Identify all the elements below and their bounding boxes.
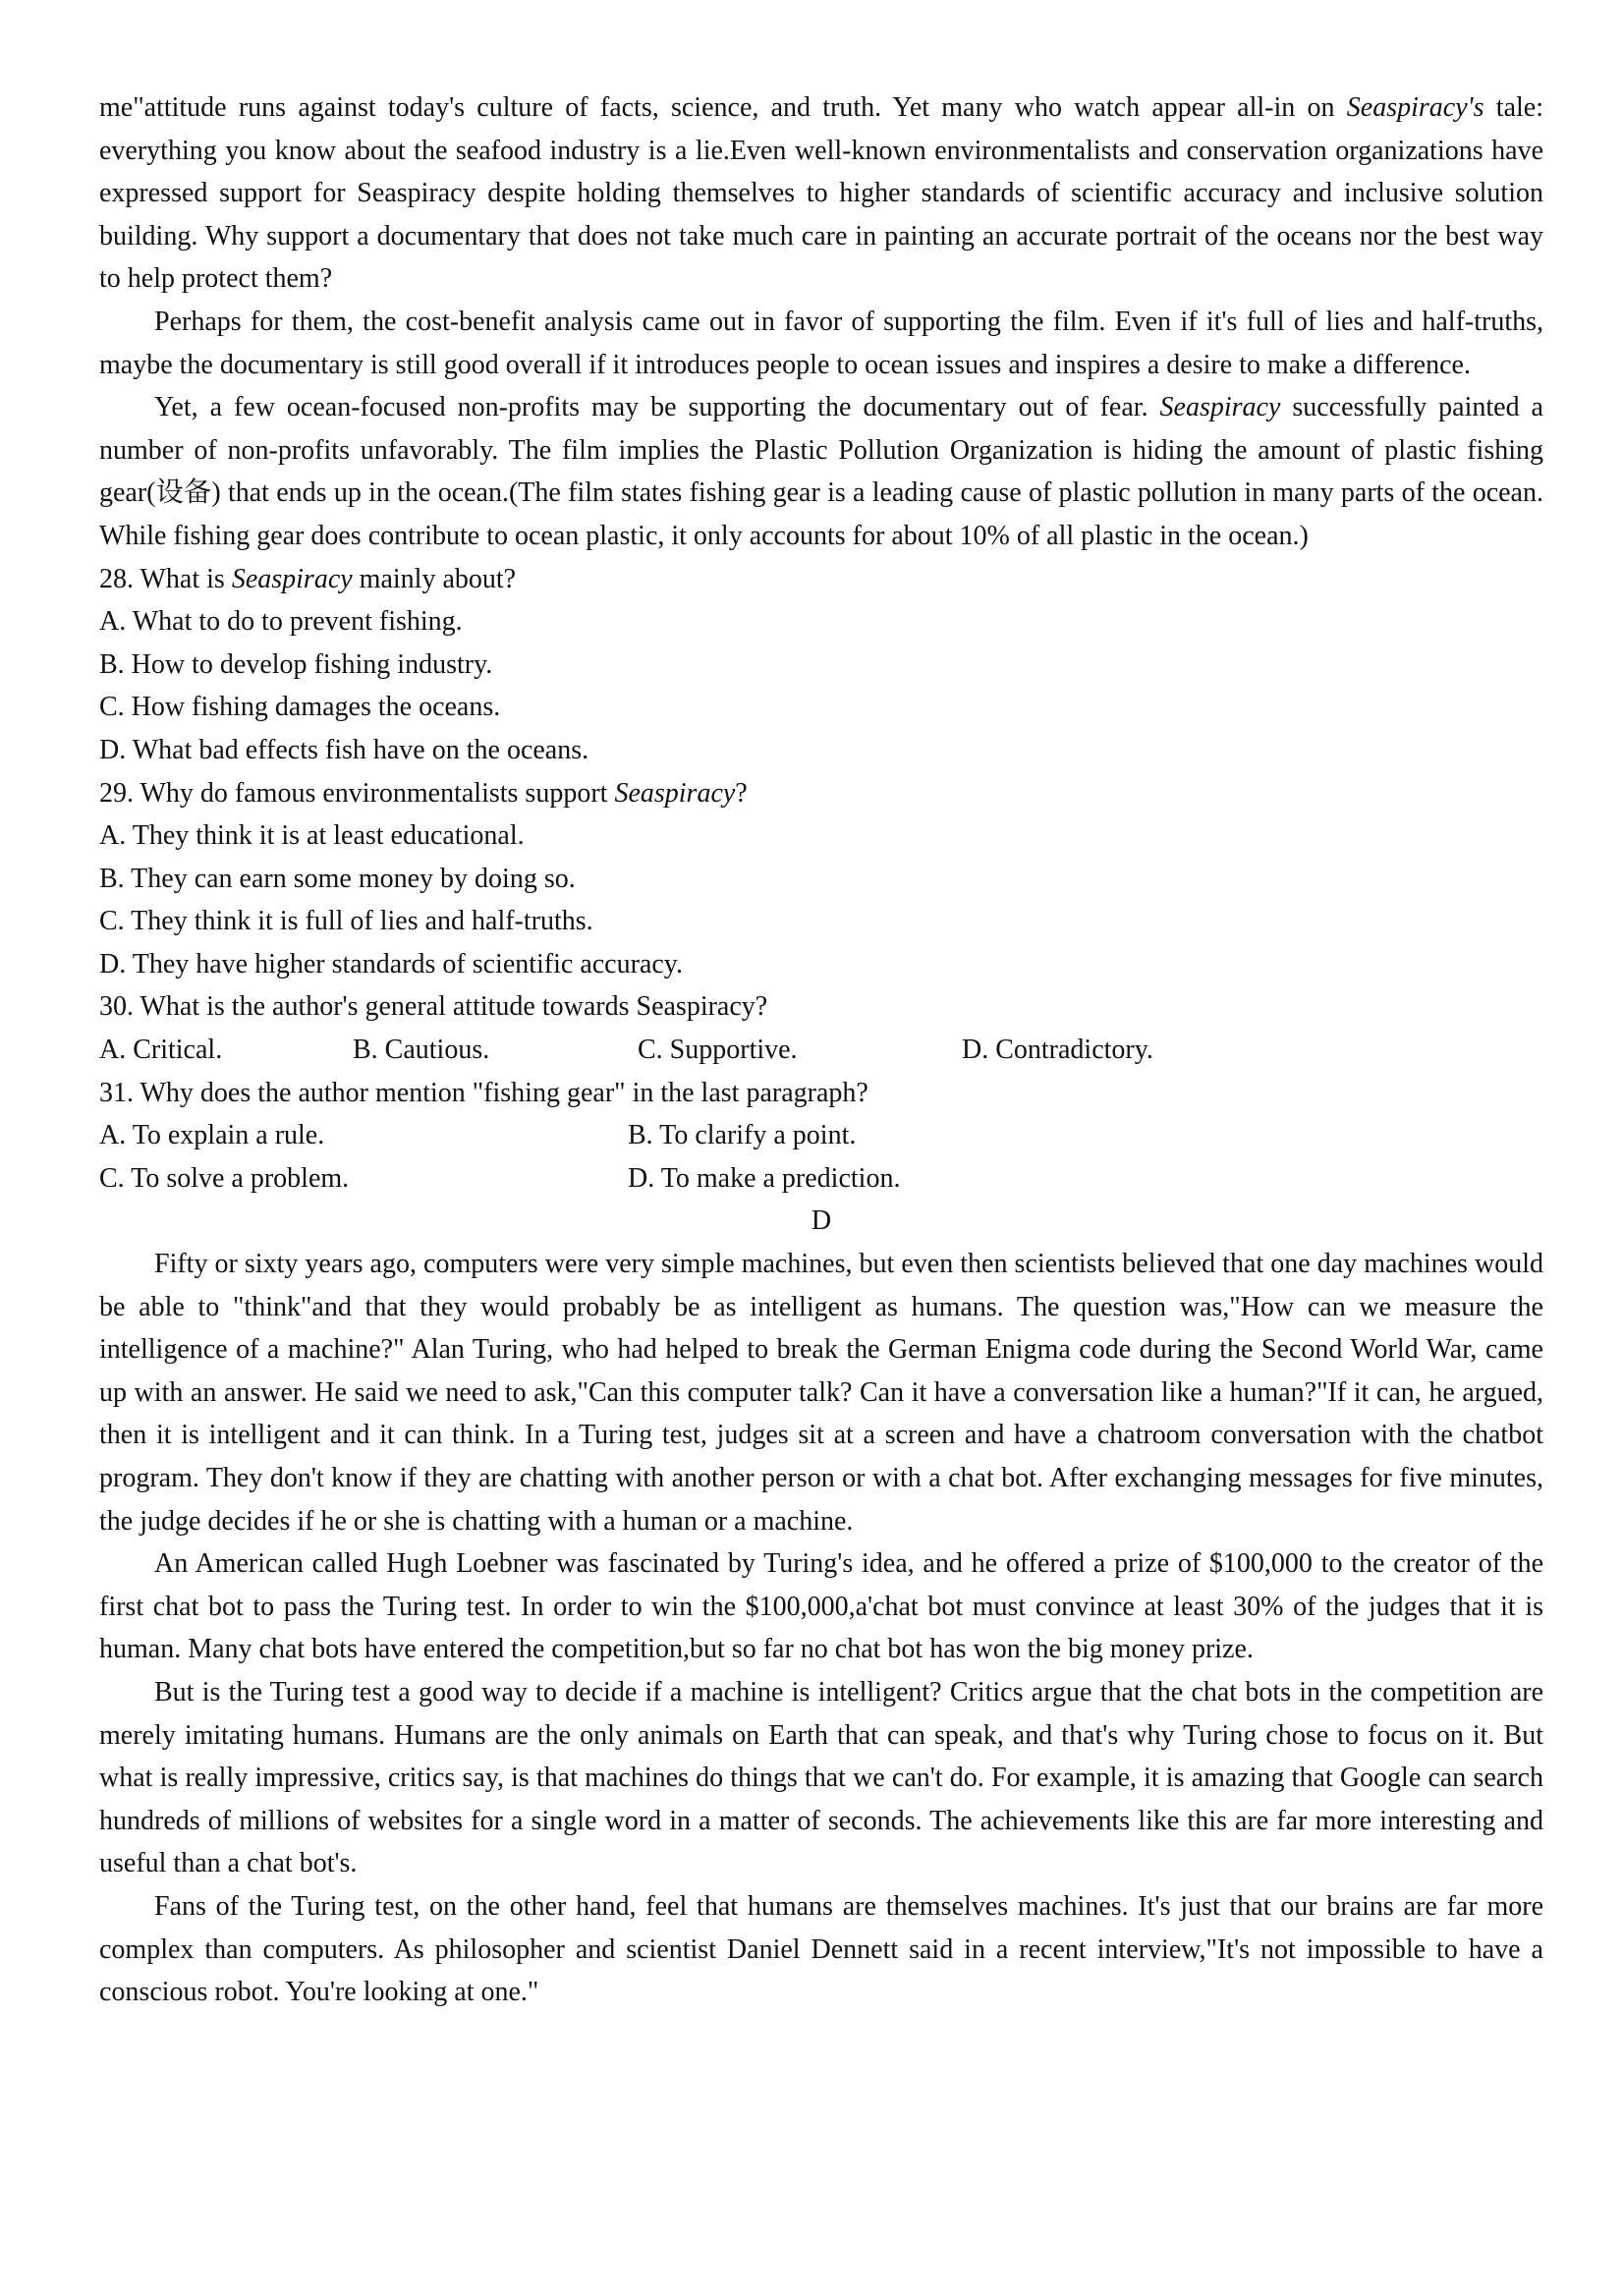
film-title: Seaspiracy [231,563,353,594]
passage-d-paragraph-4: Fans of the Turing test, on the other hand, feel that humans are themselves machines. It's just that our brains are far more complex than computers. As philosopher and scientist Daniel Dennett said in a recent interview,"It's not impossible to have a conscious robot. You're looking at one." [99,1890,1543,2008]
q29-option-c: C. They think it is full of lies and half-truths. [99,906,593,937]
q30-options [99,1029,1543,1072]
q29-option-a: A. They think it is at least educational. [99,820,525,852]
q28-option-c: C. How fishing damages the oceans. [99,692,501,723]
question-30: 30. What is the author's general attitude towards Seaspiracy? [99,991,768,1023]
film-title: Seaspiracy [614,777,736,809]
text-run: tale: everything you know about the seafood industry is a lie.Even well-known environmentalists and conservation organizations have expressed support for Seaspiracy despite holding themselves to higher standards of scientific accuracy and inclusive solution building. Why support a documentary that does not take much care in painting an accurate portrait of the oceans nor the best way to help protect them? [99,92,1543,295]
q31-option-b: B. To clarify a point. [628,1120,857,1151]
text-run: 29. Why do famous environmentalists support [99,777,615,809]
q30-option-a: A. Critical. [99,1035,223,1066]
passage-d-paragraph-1: Fifty or sixty years ago, computers were very simple machines, but even then scientists believed that one day machines would be able to "think"and that they would probably be as intelligent as humans. The question was,"How can we measure the intelligence of a machine?" Alan Turing, who had helped to break the German Enigma code during the Second World War, came up with an answer. He said we need to ask,"Can this computer talk? Can it have a conversation like a human?"If it can, he argued, then it is intelligent and it can think. In a Turing test, judges sit at a screen and have a chatroom conversation with the chatbot program. They don't know if they are chatting with another person or with a chat bot. After exchanging messages for five minutes, the judge decides if he or she is chatting with a human or a machine. [99,1249,1543,1537]
passage-c-paragraph-1 [99,86,1543,301]
q31-options-row-1 [99,1114,1543,1157]
question-28 [99,558,1543,601]
passage-c-paragraph-3 [99,386,1543,557]
text-run: successfully painted a number of non-profits unfavorably. The film implies the Plastic Pollution Organization is hiding the amount of plastic fishing gear(设备) that ends up in the ocean.(The film states fishing gear is a leading cause of plastic pollution in many parts of the ocean. While fishing gear does contribute to ocean plastic, it only accounts for about 10% of all plastic in the ocean.) [99,392,1543,551]
text-run: me"attitude runs against today's culture of facts, science, and truth. Yet many who watch appear all-in on [99,92,1347,123]
q31-option-d: D. To make a prediction. [628,1162,901,1194]
text-run: mainly about? [352,563,517,594]
q29-option-b: B. They can earn some money by doing so. [99,863,576,894]
q31-options-row-2 [99,1157,1543,1201]
exam-page [99,86,1543,2014]
passage-d-paragraph-2: An American called Hugh Loebner was fascinated by Turing's idea, and he offered a prize of $100,000 to the creator of the first chat bot to pass the Turing test. In order to win the $100,000,a'chat bot must convince at least 30% of the judges that it is human. Many chat bots have entered the competition,but so far no chat bot has won the big money prize. [99,1548,1543,1665]
text-run: Yet, a few ocean-focused non-profits may be supporting the documentary out of fear. [154,392,1160,423]
section-heading-d: D [811,1205,832,1237]
question-31: 31. Why does the author mention "fishing gear" in the last paragraph? [99,1077,868,1108]
q28-option-d: D. What bad effects fish have on the oceans. [99,734,589,765]
text-run: 28. What is [99,563,232,594]
q29-option-d: D. They have higher standards of scientific accuracy. [99,948,683,980]
q28-option-a: A. What to do to prevent fishing. [99,606,463,638]
q30-option-d: D. Contradictory. [962,1035,1153,1066]
question-29 [99,772,1543,815]
q28-option-b: B. How to develop fishing industry. [99,648,493,680]
text-run: ? [735,777,748,809]
q30-option-c: C. Supportive. [638,1035,798,1066]
q31-option-a: A. To explain a rule. [99,1120,325,1151]
passage-d-paragraph-3: But is the Turing test a good way to decide if a machine is intelligent? Critics argue that the chat bots in the competition are merely imitating humans. Humans are the only animals on Earth that can speak, and that's why Turing chose to focus on it. But what is really impressive, critics say, is that machines do things that we can't do. For example, it is amazing that Google can search hundreds of millions of websites for a single word in a matter of seconds. The achievements like this are far more interesting and useful than a chat bot's. [99,1676,1543,1879]
q31-option-c: C. To solve a problem. [99,1162,350,1194]
film-title: Seaspiracy [1159,392,1281,423]
film-title: Seaspiracy's [1346,92,1484,123]
q30-option-b: B. Cautious. [353,1035,490,1066]
passage-c-paragraph-2: Perhaps for them, the cost-benefit analysis came out in favor of supporting the film. Even if it's full of lies and half-truths, maybe the documentary is still good overall if it introduces people to ocean issues and inspires a desire to make a difference. [99,306,1543,380]
